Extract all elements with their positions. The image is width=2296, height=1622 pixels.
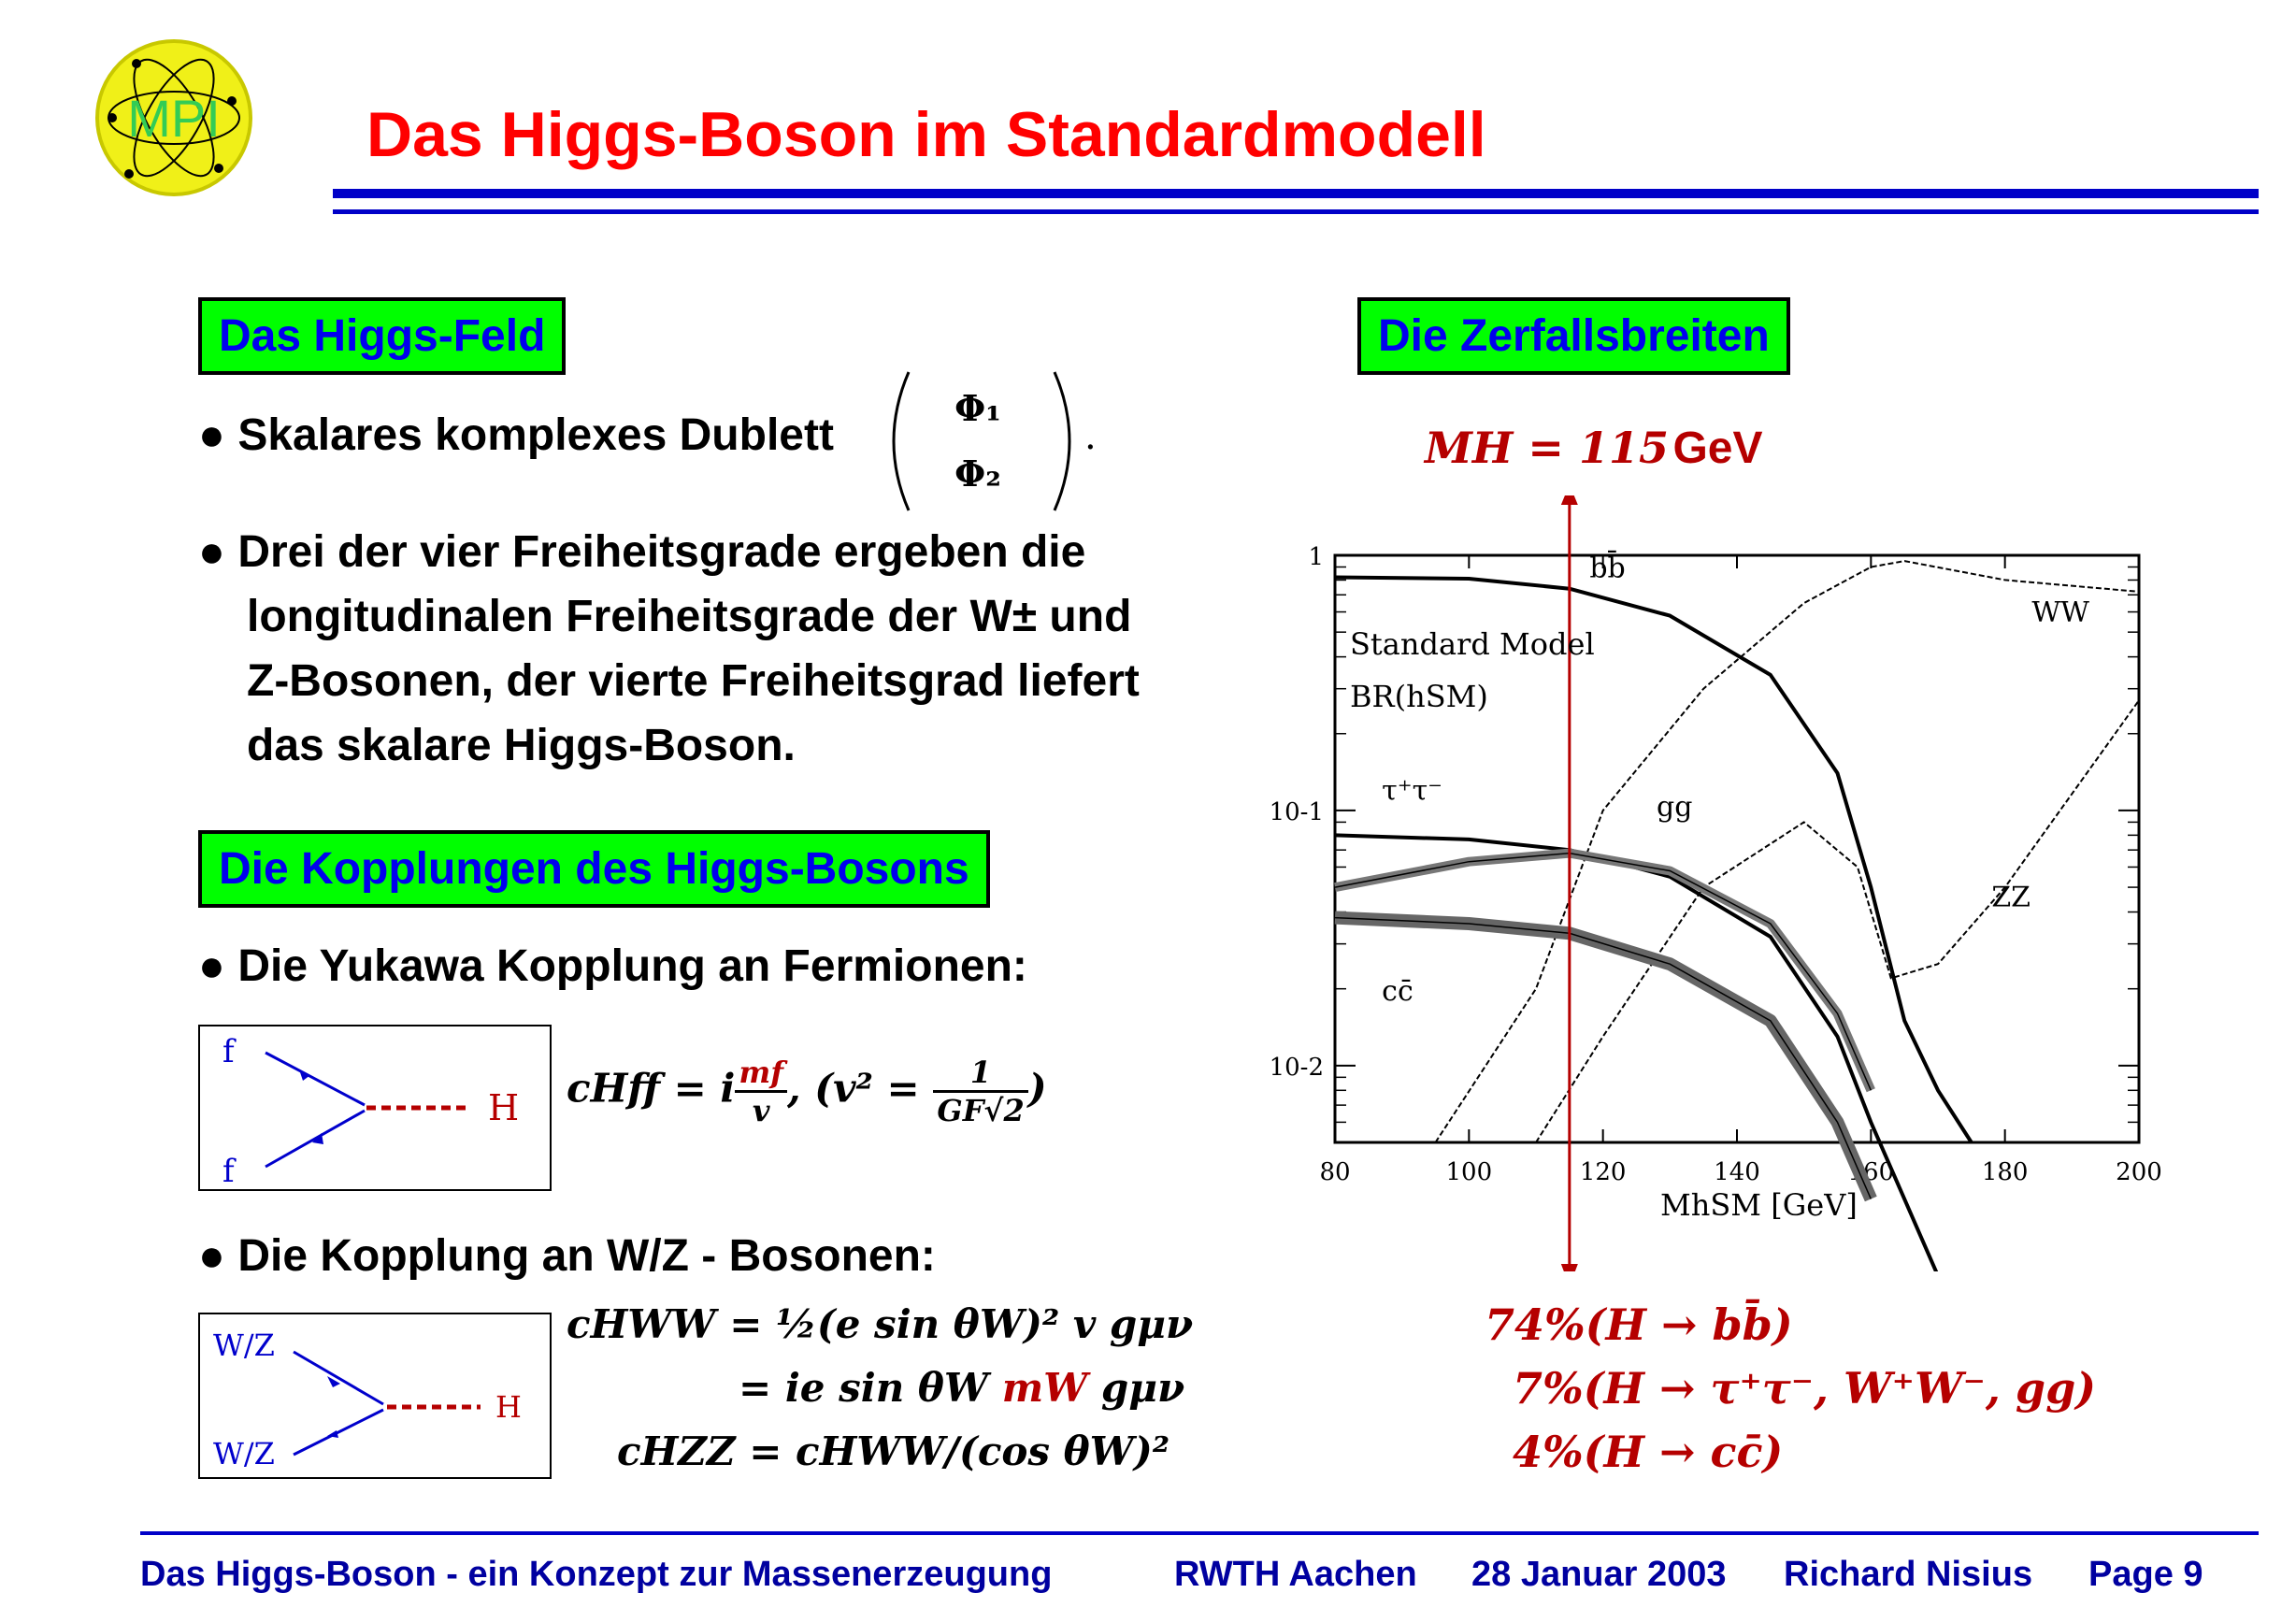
series-label: cc̄ [1382,975,1413,1009]
bullet-wz: ● Die Kopplung an W/Z - Bosonen: [198,1231,936,1281]
footer-place: RWTH Aachen [1174,1555,1417,1594]
equation-hww: cHWW = ½(e sin θW)² v gμν [567,1301,1194,1347]
chart-plot-area [1270,495,2162,1271]
series-label: τ⁺τ⁻ [1382,774,1443,808]
dublett-vector [881,366,1105,516]
series-line-bb̄ [1335,578,1972,1143]
mh-marker-arrow-up [1561,495,1578,505]
footer-author: Richard Nisius [1784,1555,2033,1594]
svg-text:W/Z: W/Z [213,1436,275,1471]
y-tick-label: 10-1 [1269,797,1324,826]
series-line-ZZ [1536,700,2139,1142]
result-cc: 4%(H → cc̄) [1513,1427,1784,1477]
svg-text:MPI: MPI [127,89,221,148]
svg-text:W/Z: W/Z [213,1328,275,1363]
section-zerfallsbreiten: Die Zerfallsbreiten [1357,297,1790,375]
x-tick-label: 120 [1579,1158,1627,1186]
x-tick-label: 160 [1847,1158,1895,1186]
chart-xlabel: MhSM [GeV] [1660,1187,1858,1223]
series-label: WW [2031,596,2090,629]
x-tick-label: 200 [2116,1158,2162,1186]
branching-ratio-chart [1268,495,2184,1271]
footer-talk: Das Higgs-Boson - ein Konzept zur Massenerzeugung [140,1555,1053,1594]
x-tick-label: 140 [1714,1158,1760,1186]
series-label: bb̄ [1589,552,1626,585]
series-label: ZZ [1991,881,2031,914]
result-bb: 74%(H → bb̄) [1485,1299,1793,1350]
svg-text:Φ₂: Φ₂ [954,452,1001,495]
svg-text:Φ₁: Φ₁ [954,387,1001,429]
section-higgs-feld: Das Higgs-Feld [198,297,566,375]
chart-annotation-2: BR(hSM) [1350,679,1488,714]
series-line-cc̄ [1335,918,1871,1199]
result-tau-ww-gg: 7%(H → τ⁺τ⁻, W⁺W⁻, gg) [1513,1363,2097,1414]
svg-text:f: f [222,1153,235,1189]
title-rule-thin [333,209,2259,214]
logo [92,36,256,200]
dublett-text: Skalares komplexes Dublett [237,410,834,460]
svg-text:.: . [1084,415,1097,458]
section-kopplungen: Die Kopplungen des Higgs-Bosons [198,830,990,908]
x-tick-label: 80 [1319,1158,1351,1186]
y-tick-label: 1 [1308,543,1324,571]
title-rule-thick [333,189,2259,198]
equation-yukawa: cHff = i $\frac{mf}{v}$ , (v² = $\frac{1}{GF√2}$ ) [567,1055,1047,1128]
mh-label: MH = 115 GeV [1425,423,1763,473]
bullet-freiheitsgrade: ● Drei der vier Freiheitsgrade ergeben die longitudinalen Freiheitsgrade der W± und Z-Bosonen, der vierte Freiheitsgrad liefert das skalare Higgs-Boson. [198,527,1140,770]
equation-hww-2: = ie sin θW mW gμν [739,1365,1185,1411]
svg-text:f: f [222,1033,235,1070]
chart-annotation-1: Standard Model [1350,626,1595,662]
series-label: gg [1657,791,1693,825]
yukawa-feynman-diagram [198,1025,552,1191]
page-title: Das Higgs-Boson im Standardmodell [366,99,1486,170]
svg-text:H: H [488,1087,520,1128]
footer-page: Page 9 [2088,1555,2203,1594]
wz-feynman-diagram [198,1313,552,1479]
footer-rule [140,1531,2259,1535]
y-tick-label: 10-2 [1269,1053,1324,1082]
mh-marker-arrow-down [1561,1264,1578,1271]
x-tick-label: 180 [1981,1158,2029,1186]
equation-hzz: cHZZ = cHWW/(cos θW)² [617,1428,1170,1474]
bullet-yukawa: ● Die Yukawa Kopplung an Fermionen: [198,941,1027,991]
x-tick-label: 100 [1445,1158,1493,1186]
footer-date: 28 Januar 2003 [1471,1555,1727,1594]
svg-text:H: H [495,1389,522,1425]
bullet-dublett: ● Skalares komplexes Dublett [198,410,834,460]
